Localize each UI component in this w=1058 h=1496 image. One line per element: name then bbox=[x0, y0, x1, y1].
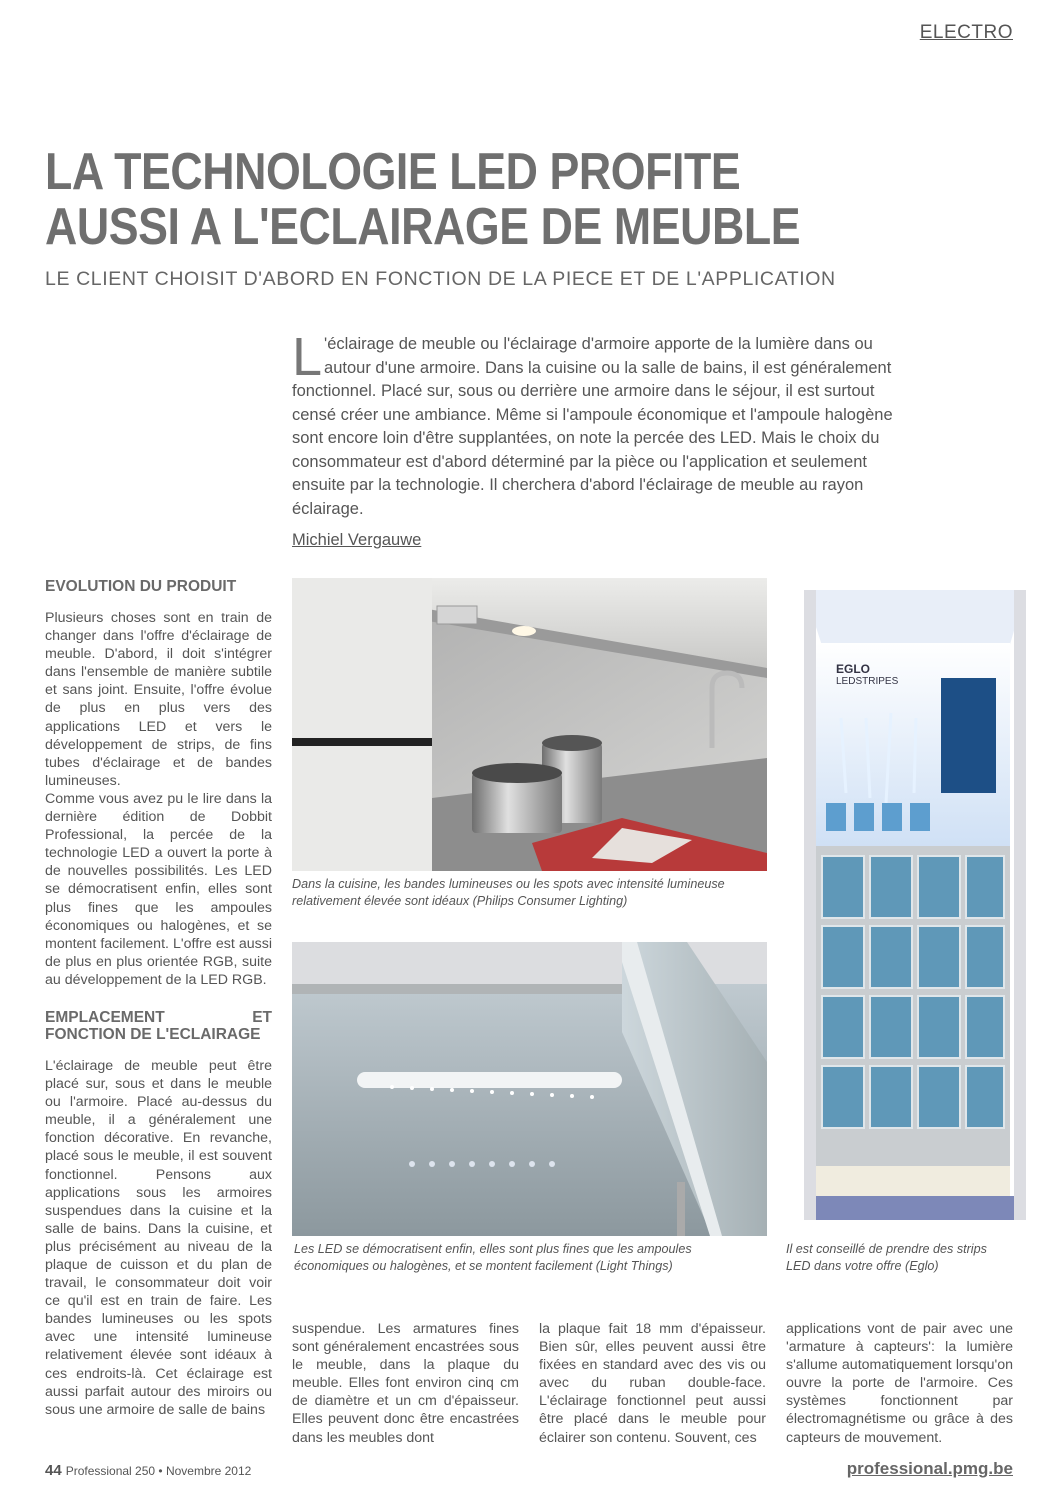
intro-paragraph bbox=[292, 327, 902, 521]
page-number: 44 bbox=[45, 1462, 62, 1479]
column-2: suspendue. Les armatures fines sont généralement encastrées sous le meuble, dans la plaque du meuble. Elles font environ cinq cm de diamètre et un cm d'épaisseur. Elles peuvent donc être encastrées dans les meubles dont bbox=[292, 1321, 519, 1446]
caption-display: Il est conseillé de prendre des strips LED dans votre offre (Eglo) bbox=[786, 1242, 987, 1273]
caption-kitchen: Dans la cuisine, les bandes lumineuses ou les spots avec intensité lumineuse relativement élevée sont idéaux (Philips Consumer Lighting) bbox=[292, 877, 725, 908]
article-subtitle: LE CLIENT CHOISIT D'ABORD EN FONCTION DE LA PIECE ET DE L'APPLICATION bbox=[45, 268, 836, 290]
heading-emplacement: EMPLACEMENT ET FONCTION DE L'ECLAIRAGE bbox=[45, 1008, 272, 1043]
website-link[interactable]: professional.pmg.be bbox=[846, 1459, 1013, 1478]
column-4: applications vont de pair avec une 'armature à capteurs': la lumière s'allume automatiquement lorsqu'on ouvre la porte de l'armoire. Ces systèmes fonctionnent par électromagnétisme ou grâce à des capteurs de mouvement. bbox=[786, 1321, 1013, 1446]
title-line-2: AUSSI A L'ECLAIRAGE DE MEUBLE bbox=[45, 198, 801, 256]
article-title bbox=[45, 145, 871, 255]
display-brand: EGLO bbox=[836, 662, 871, 676]
drop-cap: L bbox=[292, 327, 323, 387]
heading-evolution: EVOLUTION DU PRODUIT bbox=[45, 578, 237, 595]
caption-cabinet: Les LED se démocratisent enfin, elles sont plus fines que les ampoules économiques ou halogènes, et se montent facilement (Light Things) bbox=[294, 1242, 692, 1273]
column-3: la plaque fait 18 mm d'épaisseur. Bien sûr, elles peuvent aussi être fixées en standard avec des vis ou avec du ruban double-face. L'éclairage fonctionnel peut aussi être placé dans le meuble pour éclairer son contenu. Souvent, ces bbox=[539, 1321, 766, 1446]
issue-info: Professional 250 • Novembre 2012 bbox=[65, 1464, 252, 1478]
display-product: LEDSTRIPES bbox=[836, 676, 899, 687]
column-1 bbox=[45, 578, 272, 1419]
cabinet-photo bbox=[292, 942, 767, 1236]
paragraph-emplacement: L'éclairage de meuble peut être placé sur, sous et dans le meuble ou l'armoire. Placé au-dessus du meuble, il a généralement une fonction décorative. En revanche, placé sous le meuble, il est souvent fonctionnel. Pensons aux applications sous les armoires suspendues dans la cuisine et la salle de bains. Dans la cuisine, et plus précisément au niveau de la plaque de cuisson et du plan de travail, le consommateur doit voir ce qu'il est en train de faire. Les bandes lumineuses ou les spots avec une intensité lumineuse relativement élevée sont idéaux à ces endroits-là. Cet éclairage est aussi parfait autour des miroirs ou sous une armoire de salle de bains bbox=[45, 1057, 272, 1418]
author-byline[interactable]: Michiel Vergauwe bbox=[292, 531, 422, 549]
paragraph-evolution-1: Plusieurs choses sont en train de changer dans l'offre d'éclairage de meuble. D'abord, il doit s'intégrer dans l'ensemble de manière subtile et sans joint. Ensuite, l'offre évolue de plus en plus vers des applications LED et vers le développement de strips, de fins tubes d'éclairage et de bandes lumineuses. bbox=[45, 610, 272, 789]
intro-text: 'éclairage de meuble ou l'éclairage d'armoire apporte de la lumière dans ou autour d'une armoire. Dans la cuisine ou la salle de bains, il est généralement fonctionnel. Placé sur, sous ou derrière une armoire dans le séjour, il est surtout censé créer une ambiance. Même si l'ampoule économique et l'ampoule halogène sont encore loin d'être supplantées, on note la percée des LED. Mais le choix du consommateur est d'abord déterminé par la pièce ou l'application et seulement ensuite par la technologie. Il cherchera d'abord l'éclairage de meuble au rayon éclairage. bbox=[292, 335, 893, 518]
section-tag[interactable]: ELECTRO bbox=[919, 22, 1013, 43]
page-footer-info bbox=[45, 1462, 251, 1479]
kitchen-photo bbox=[292, 578, 767, 871]
eglo-display-photo bbox=[786, 578, 1044, 1236]
paragraph-evolution-2: Comme vous avez pu le lire dans la dernière édition de Dobbit Professional, la percée de la technologie LED a ouvert la porte à de nouvelles possibilités. Les LED se démocratisent enfin, elles sont plus fines que les ampoules économiques ou halogènes, et se montent facilement. L'offre est aussi de plus en plus orientée RGB, suite au développement de la LED RGB. bbox=[45, 790, 272, 988]
title-line-1: LA TECHNOLOGIE LED PROFITE bbox=[45, 143, 741, 201]
